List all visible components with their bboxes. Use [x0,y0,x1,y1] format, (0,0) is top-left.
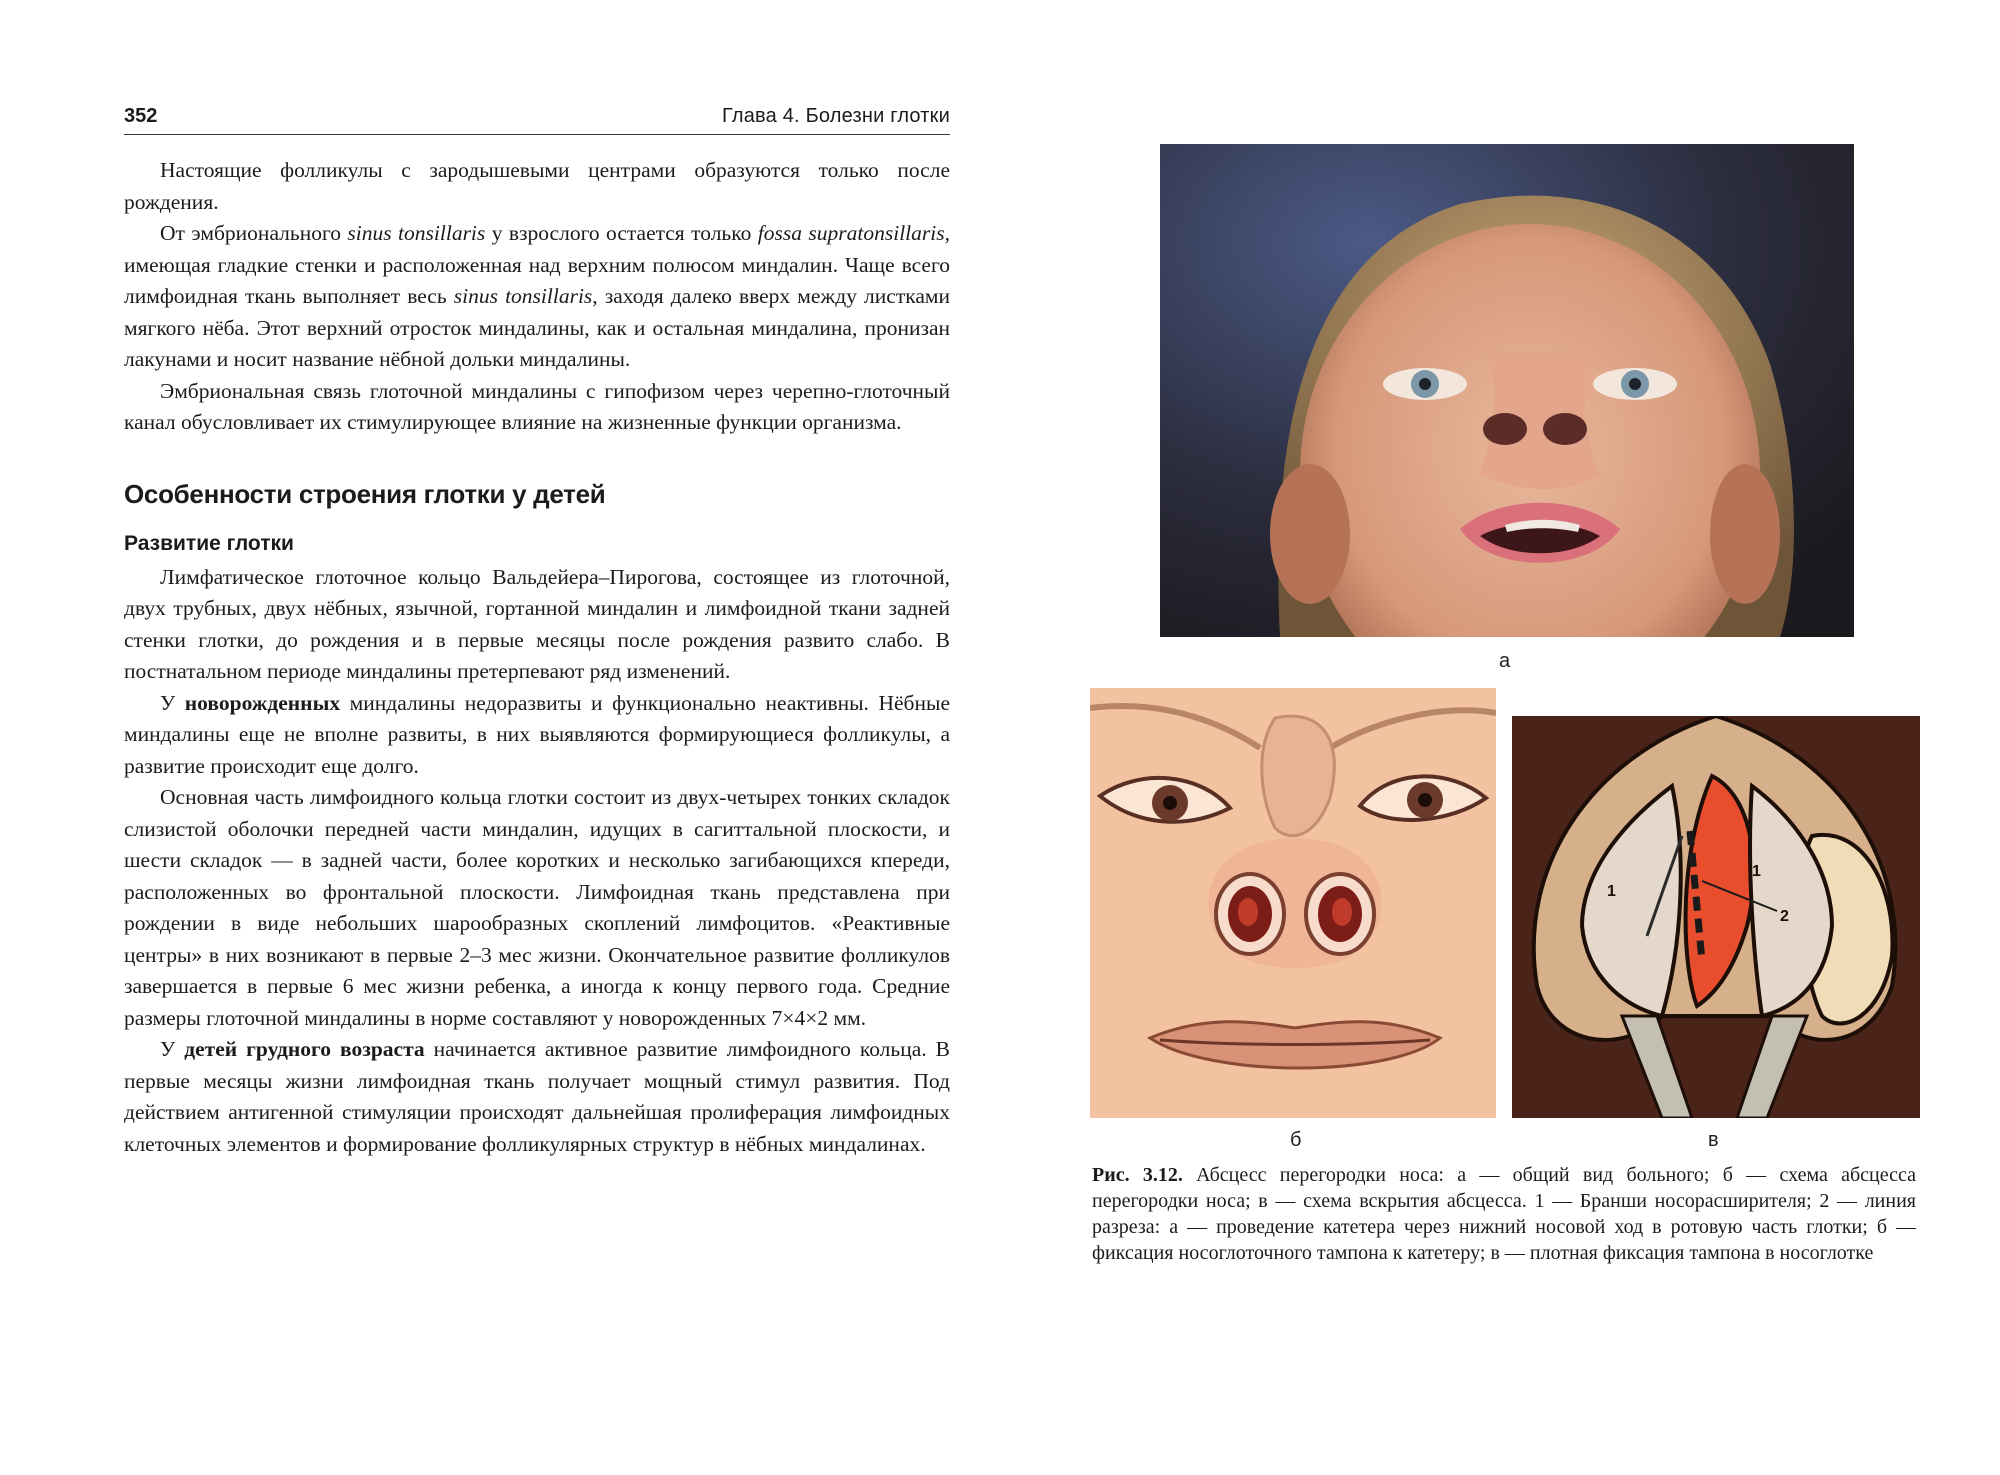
caption-label: Рис. 3.12. [1092,1164,1183,1186]
scheme-label-1-right: 1 [1752,863,1761,880]
left-page [124,98,950,1398]
paragraph-7: У детей грудного возраста начинается активное развитие лимфоидного кольца. В первые месяцы жизни лимфоидная ткань получает мощный стимул развития. Под действием антигенной стимуляции происходят дальнейшая пролиферация лимфоидных клеточных элементов и формирование фолликулярных структур в нёбных миндалинах. [124,1037,950,1156]
scheme-label-1-left: 1 [1607,883,1616,900]
figure-caption [1092,1162,1916,1266]
chapter-title: Глава 4. Болезни глотки [721,105,950,127]
figure-v-scheme [1512,716,1920,1118]
running-head [124,98,950,135]
paragraph-3: Эмбриональная связь глоточной миндалины с гипофизом через черепно-глоточный канал обусловливает их стимулирующее влияние на жизненные функции организма. [124,378,950,434]
body-text [124,155,950,1160]
paragraph-1: Настоящие фолликулы с зародышевыми центрами образуются только после рождения. [124,158,950,214]
figure-b-label: б [1290,1129,1302,1151]
figure-v-label: в [1708,1129,1719,1151]
page-number: 352 [124,105,158,127]
paragraph-5: У новорожденных миндалины недоразвиты и функционально неактивны. Нёбные миндалины еще не вполне развиты, в них выявляются формирующиеся фолликулы, а развитие происходит еще долго. [124,690,950,778]
caption-text: Абсцесс перегородки носа: а — общий вид больного; б — схема абсцесса перегородки носа; в — схема вскрытия абсцесса. 1 — Бранши носорасширителя; 2 — линия разреза: а — проведение катетера через нижний носовой ход в ротовую часть глотки; б — фиксация носоглоточного тампона к катетеру; в — плотная фиксация тампона в носоглотке [1092,1164,1916,1264]
paragraph-2: От эмбрионального sinus tonsillaris у взрослого остается только fossa supratonsillaris, имеющая гладкие стенки и расположенная над верхним полюсом миндалин. Чаще всего лимфоидная ткань выполняет весь sinus tonsillaris, заходя далеко вверх между листками мягкого нёба. Этот верхний отросток миндалины, как и остальная миндалина, пронизан лакунами и носит название нёбной дольки миндалины. [124,221,950,371]
figure-a-photo [1160,144,1854,637]
section-title: Особенности строения глотки у детей [124,478,606,509]
scheme-label-2: 2 [1780,908,1789,925]
paragraph-4: Лимфатическое глоточное кольцо Вальдейера–Пирогова, состоящее из глоточной, двух трубных, двух нёбных, язычной, гортанной миндалин и лимфоидной ткани задней стенки глотки, до рождения и в первые месяцы после рождения развито слабо. В постнатальном периоде миндалины претерпевают ряд изменений. [124,564,950,683]
paragraph-6: Основная часть лимфоидного кольца глотки состоит из двух-четырех тонких складок слизистой оболочки передней части миндалин, идущих в сагиттальной плоскости, и шести складок — в задней части, более коротких и несколько загибающихся кпереди, расположенных во фронтальной плоскости. Лимфоидная ткань представлена при рождении в виде небольших шарообразных скоплений лимфоцитов. «Реактивные центры» в них возникают в первые 2–3 мес жизни. Окончательное развитие фолликулов завершается в первые 6 мес жизни ребенка, а иногда к концу первого года. Средние размеры глоточной миндалины в норме составляют у новорожденных 7×4×2 мм. [124,785,950,1030]
figure-a-label: а [1499,650,1511,672]
subsection-title: Развитие глотки [124,532,294,555]
figure-b-drawing [1090,688,1496,1118]
